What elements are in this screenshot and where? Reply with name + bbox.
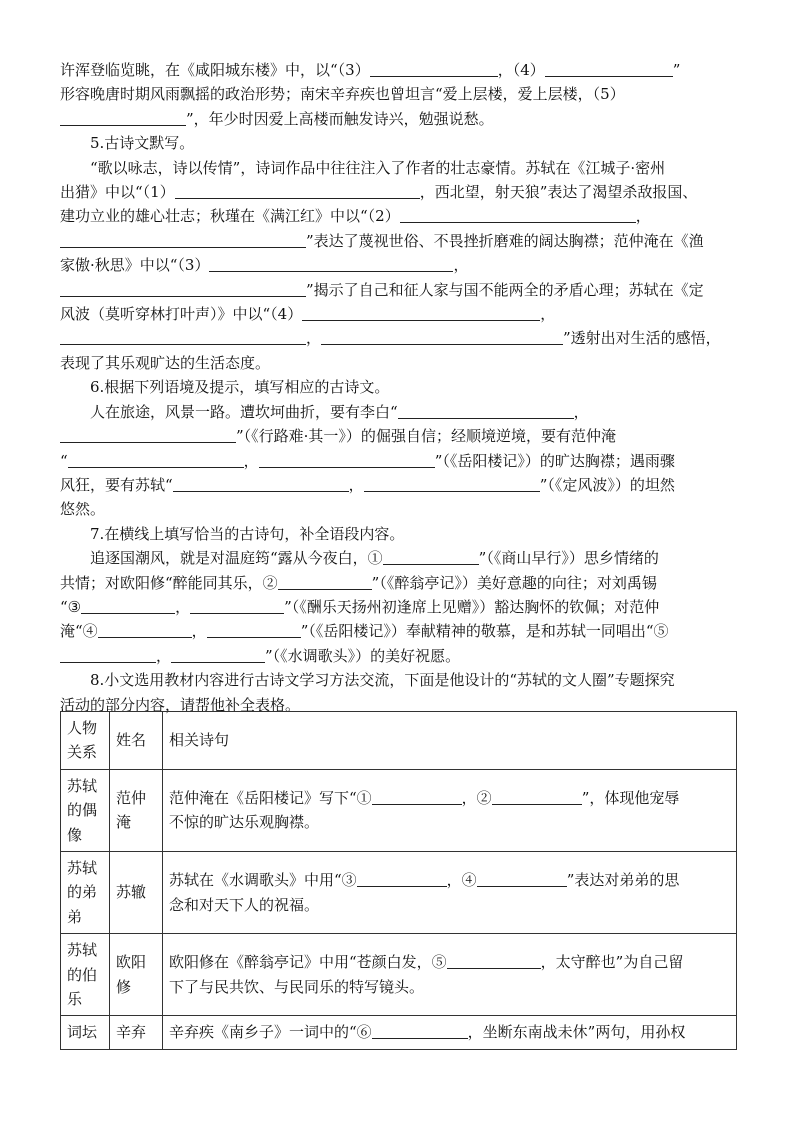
name-cell bbox=[110, 934, 163, 1016]
text: 念和对天下人的祝福。 bbox=[169, 895, 320, 914]
name-text: 淹 bbox=[116, 813, 132, 832]
text: ，西北望，射天狼”表达了渴望杀敌报国、 bbox=[419, 183, 698, 202]
text-line: 悠然。 bbox=[60, 500, 106, 519]
answer-blank[interactable] bbox=[68, 452, 244, 468]
text-line bbox=[60, 449, 736, 473]
answer-blank[interactable] bbox=[398, 403, 574, 419]
answer-blank[interactable] bbox=[98, 622, 192, 638]
text-line bbox=[60, 253, 736, 277]
relation-text: 的弟 bbox=[67, 883, 98, 902]
text-line bbox=[60, 278, 736, 302]
answer-blank[interactable] bbox=[60, 232, 306, 248]
relation-text: 苏轼 bbox=[67, 859, 98, 878]
text: ， bbox=[573, 402, 589, 421]
text: ， bbox=[453, 256, 469, 275]
question-title: 5.古诗文默写。 bbox=[90, 134, 195, 153]
text: ，② bbox=[461, 789, 492, 808]
name-text: 欧阳 bbox=[116, 953, 147, 972]
text: ，（4） bbox=[497, 61, 545, 79]
text-line bbox=[60, 424, 736, 448]
question-title: 7.在横线上填写恰当的古诗句，补全语段内容。 bbox=[90, 524, 405, 543]
text: ， bbox=[175, 597, 191, 616]
text-line bbox=[60, 229, 736, 253]
text: 家傲·秋思》中以“（3） bbox=[60, 256, 210, 275]
text: ”表达了蔑视世俗、不畏挫折磨难的阔达胸襟；范仲淹在《渔 bbox=[306, 231, 704, 250]
text: ”揭示了自己和征人家与国不能两全的矛盾心理；苏轼在《定 bbox=[306, 280, 704, 299]
relation-text: 的伯 bbox=[67, 965, 98, 984]
text: ”（《酬乐天扬州初逢席上见赠》）豁达胸怀的钦佩；对范仲 bbox=[284, 597, 660, 616]
answer-blank[interactable] bbox=[545, 61, 673, 77]
relation-text: 的偶 bbox=[67, 801, 98, 820]
relation-text: 乐 bbox=[67, 990, 83, 1009]
literary-circle-table bbox=[60, 711, 737, 1050]
answer-blank[interactable] bbox=[357, 871, 447, 887]
answer-blank[interactable] bbox=[400, 207, 636, 223]
verse-cell bbox=[163, 934, 737, 1016]
text: 苏轼在《水调歌头》中用“③ bbox=[169, 871, 357, 890]
answer-blank[interactable] bbox=[321, 329, 563, 345]
text: “③ bbox=[60, 597, 82, 616]
text: ， bbox=[156, 646, 172, 665]
answer-blank[interactable] bbox=[370, 61, 498, 77]
text-line bbox=[60, 180, 736, 204]
text: 人在旅途，风景一路。遭坎坷曲折，要有李白“ bbox=[90, 402, 398, 421]
text: ”（《醉翁亭记》）美好意趣的向往；对刘禹锡 bbox=[371, 573, 657, 592]
verse-cell bbox=[163, 852, 737, 934]
answer-blank[interactable] bbox=[383, 549, 479, 565]
name-text: 辛弃 bbox=[116, 1023, 147, 1042]
text: ”表达对弟弟的思 bbox=[566, 871, 680, 890]
text-line bbox=[60, 644, 736, 668]
answer-blank[interactable] bbox=[60, 110, 186, 126]
text-line bbox=[60, 302, 736, 326]
text: 淹“④ bbox=[60, 622, 98, 641]
text: 追逐国潮风，就是对温庭筠“露从今夜白，① bbox=[90, 549, 383, 568]
answer-blank[interactable] bbox=[60, 647, 156, 663]
header-verses: 相关诗句 bbox=[163, 712, 737, 770]
answer-blank[interactable] bbox=[372, 789, 462, 805]
text-line bbox=[60, 326, 736, 350]
text: 许浑登临览眺，在《咸阳城东楼》中，以“（3） bbox=[60, 61, 370, 79]
text-line bbox=[60, 546, 736, 570]
text: ， bbox=[306, 329, 322, 348]
text: ”（《行路难·其一》）的倔强自信；经顺境逆境，要有范仲淹 bbox=[236, 427, 616, 446]
name-text: 范仲 bbox=[116, 789, 147, 808]
text: ，太守醉也”为自己留 bbox=[540, 953, 684, 972]
text: ”（《岳阳楼记》）奉献精神的敬慕，是和苏轼一同唱出“⑤ bbox=[300, 622, 669, 641]
name-cell bbox=[110, 769, 163, 851]
answer-blank[interactable] bbox=[492, 789, 582, 805]
name-text: 修 bbox=[116, 977, 132, 996]
text-line bbox=[60, 595, 736, 619]
text: ”透射出对生活的感悟， bbox=[563, 329, 721, 348]
text: ”，年少时因爱上高楼而触发诗兴，勉强说愁。 bbox=[186, 109, 494, 128]
relation-text: 苏轼 bbox=[67, 941, 98, 960]
answer-blank[interactable] bbox=[447, 953, 541, 969]
text: ”（《岳阳楼记》）的旷达胸襟；遇雨骤 bbox=[434, 451, 675, 470]
text: 辛弃疾《南乡子》一词中的“⑥ bbox=[169, 1023, 372, 1042]
text-line: 表现了其乐观旷达的生活态度。 bbox=[60, 353, 271, 372]
text-line bbox=[60, 107, 736, 131]
relation-cell bbox=[61, 852, 110, 934]
text: 欧阳修在《醉翁亭记》中用“苍颜白发，⑤ bbox=[169, 953, 447, 972]
text: ，④ bbox=[446, 871, 477, 890]
relation-text: 词坛 bbox=[67, 1023, 98, 1042]
text: 共情；对欧阳修“醉能同其乐，② bbox=[60, 573, 278, 592]
relation-cell bbox=[61, 769, 110, 851]
relation-text: 弟 bbox=[67, 907, 83, 926]
answer-blank[interactable] bbox=[372, 1023, 468, 1039]
text-line: 活动的部分内容，请帮他补全表格。 bbox=[60, 695, 301, 714]
text-line bbox=[60, 400, 736, 424]
text-line bbox=[60, 619, 736, 643]
verse-cell bbox=[163, 1016, 737, 1049]
text: ， bbox=[635, 207, 651, 226]
text: ”（《商山早行》）思乡情绪的 bbox=[478, 549, 659, 568]
table-row bbox=[61, 852, 737, 934]
text: “ bbox=[60, 451, 68, 470]
name-cell bbox=[110, 852, 163, 934]
text: 建功立业的雄心壮志；秋瑾在《满江红》中以“（2） bbox=[60, 207, 400, 226]
answer-blank[interactable] bbox=[259, 452, 435, 468]
document-body bbox=[60, 58, 736, 717]
answer-blank[interactable] bbox=[364, 476, 540, 492]
answer-blank[interactable] bbox=[60, 281, 306, 297]
table-row bbox=[61, 1016, 737, 1049]
text: ” bbox=[672, 61, 681, 79]
text: ”（《水调歌头》）的美好祝愿。 bbox=[265, 646, 461, 665]
text: ”（《定风波》）的坦然 bbox=[539, 475, 675, 494]
relation-text: 苏轼 bbox=[67, 776, 98, 795]
answer-blank[interactable] bbox=[278, 574, 372, 590]
text-line bbox=[60, 571, 736, 595]
text: 风狂，要有苏轼“ bbox=[60, 475, 173, 494]
table-row bbox=[61, 934, 737, 1016]
text: 形容晚唐时期风雨飘摇的政治形势；南宋辛弃疾也曾坦言“爱上层楼，爱上层楼，（5） bbox=[60, 85, 625, 104]
text-line bbox=[60, 473, 736, 497]
header-name: 姓名 bbox=[110, 712, 163, 770]
answer-blank[interactable] bbox=[302, 305, 540, 321]
text: ”，体现他宠辱 bbox=[581, 789, 680, 808]
relation-cell bbox=[61, 934, 110, 1016]
name-text: 苏辙 bbox=[116, 883, 147, 902]
name-cell bbox=[110, 1016, 163, 1049]
text: 风波（莫听穿林打叶声）》中以“（4） bbox=[60, 305, 303, 324]
answer-blank[interactable] bbox=[173, 476, 349, 492]
relation-cell bbox=[61, 1016, 110, 1049]
text-line bbox=[60, 58, 736, 82]
header-relation: 人物关系 bbox=[61, 712, 110, 770]
table-header-row bbox=[61, 712, 737, 770]
text: 不惊的旷达乐观胸襟。 bbox=[169, 813, 320, 832]
table-row bbox=[61, 769, 737, 851]
text: ， bbox=[191, 622, 207, 641]
text: 范仲淹在《岳阳楼记》写下“① bbox=[169, 789, 372, 808]
verse-cell bbox=[163, 769, 737, 851]
text: ， bbox=[348, 475, 364, 494]
text: ， bbox=[243, 451, 259, 470]
answer-blank[interactable] bbox=[190, 598, 284, 614]
text: ， bbox=[540, 305, 556, 324]
answer-blank[interactable] bbox=[175, 183, 420, 199]
relation-text: 像 bbox=[67, 825, 83, 844]
question-title: 6.根据下列语境及提示，填写相应的古诗文。 bbox=[90, 378, 390, 397]
answer-blank[interactable] bbox=[81, 598, 175, 614]
answer-blank[interactable] bbox=[171, 647, 265, 663]
text-line: “歌以咏志，诗以传情”，诗词作品中往往注入了作者的壮志豪情。苏轼在《江城子·密州 bbox=[90, 158, 666, 177]
answer-blank[interactable] bbox=[60, 329, 306, 345]
text: 下了与民共饮、与民同乐的特写镜头。 bbox=[169, 977, 425, 996]
question-title: 8.小文选用教材内容进行古诗文学习方法交流，下面是他设计的“苏轼的文人圈”专题探究 bbox=[90, 671, 675, 690]
answer-blank[interactable] bbox=[207, 622, 301, 638]
answer-blank[interactable] bbox=[60, 427, 236, 443]
answer-blank[interactable] bbox=[477, 871, 567, 887]
answer-blank[interactable] bbox=[209, 256, 453, 272]
text-line bbox=[60, 204, 736, 228]
text-line bbox=[60, 82, 736, 106]
text: ，坐断东南战未休”两句，用孙权 bbox=[467, 1023, 686, 1042]
text: 出猎》中以“（1） bbox=[60, 183, 175, 202]
